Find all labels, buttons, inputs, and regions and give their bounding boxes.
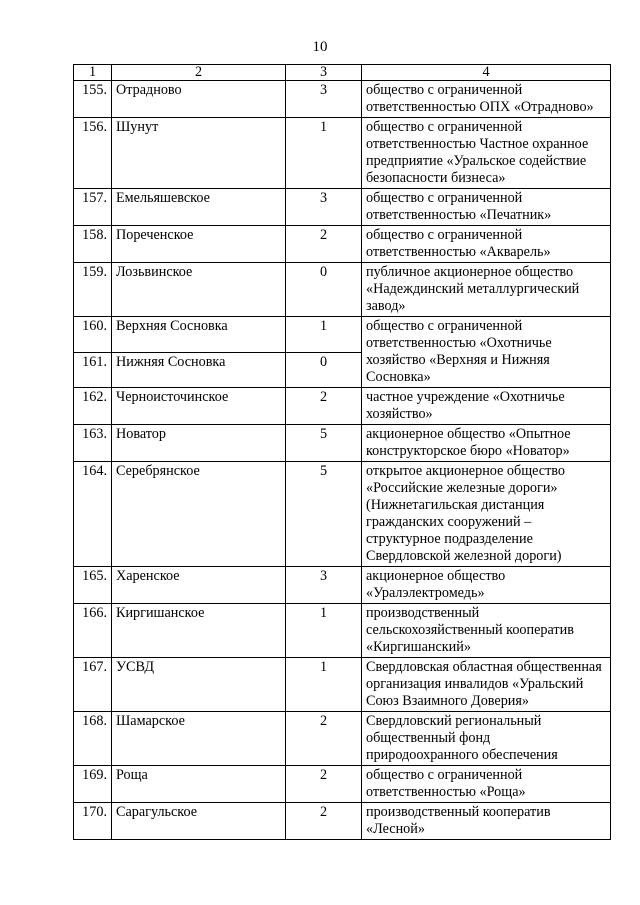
territory-name: Нижняя Сосновка [112,352,286,388]
count-value: 1 [286,604,362,658]
territory-name: Харенское [112,567,286,604]
count-value: 2 [286,766,362,803]
table-row [74,766,611,803]
territory-name: Шунут [112,118,286,189]
count-value: 2 [286,712,362,766]
table-row [74,425,611,462]
table-row [74,81,611,118]
territory-name: Шамарское [112,712,286,766]
table-row [74,118,611,189]
organization-name: акционерное общество «Уралэлектромедь» [362,567,611,604]
row-number: 164. [74,462,112,567]
table-row [74,567,611,604]
column-header: 4 [362,65,611,81]
column-header: 3 [286,65,362,81]
count-value: 1 [286,658,362,712]
territory-name: Серебрянское [112,462,286,567]
table-row [74,658,611,712]
count-value: 2 [286,803,362,840]
territory-name: Сарагульское [112,803,286,840]
organization-name: частное учреждение «Охотничье хозяйство» [362,388,611,425]
territory-name: УСВД [112,658,286,712]
organization-name: общество с ограниченной ответственностью «Охотничье хозяйство «Верхняя и Нижняя Сосновка» [362,317,611,388]
count-value: 2 [286,388,362,425]
table-header-row [74,65,611,81]
row-number: 163. [74,425,112,462]
territory-name: Емельяшевское [112,189,286,226]
row-number: 167. [74,658,112,712]
count-value: 0 [286,352,362,388]
territory-name: Роща [112,766,286,803]
organization-name: акционерное общество «Опытное конструкторское бюро «Новатор» [362,425,611,462]
count-value: 0 [286,263,362,317]
organization-name: публичное акционерное общество «Надеждинский металлургический завод» [362,263,611,317]
row-number: 169. [74,766,112,803]
table-row [74,226,611,263]
row-number: 156. [74,118,112,189]
table-row [74,317,611,353]
count-value: 3 [286,567,362,604]
table-row [74,803,611,840]
table-row [74,263,611,317]
row-number: 155. [74,81,112,118]
territory-name: Лозьвинское [112,263,286,317]
count-value: 3 [286,81,362,118]
row-number: 166. [74,604,112,658]
table-row [74,388,611,425]
count-value: 2 [286,226,362,263]
row-number: 162. [74,388,112,425]
count-value: 5 [286,462,362,567]
territory-name: Верхняя Сосновка [112,317,286,353]
table-row [74,462,611,567]
column-header: 2 [112,65,286,81]
organization-name: общество с ограниченной ответственностью «Акварель» [362,226,611,263]
page-number: 10 [312,39,328,55]
territory-name: Черноисточинское [112,388,286,425]
organization-name: общество с ограниченной ответственностью Частное охранное предприятие «Уральское содействие безопасности бизнеса» [362,118,611,189]
row-number: 160. [74,317,112,353]
organization-name: Свердловская областная общественная организация инвалидов «Уральский Союз Взаимного Доверия» [362,658,611,712]
column-header: 1 [74,65,112,81]
row-number: 161. [74,352,112,388]
territory-name: Киргишанское [112,604,286,658]
row-number: 159. [74,263,112,317]
organization-name: открытое акционерное общество «Российские железные дороги» (Нижнетагильская дистанция гражданских сооружений – структурное подразделение Свердловской железной дороги) [362,462,611,567]
organization-name: Свердловский региональный общественный фонд природоохранного обеспечения [362,712,611,766]
organization-name: общество с ограниченной ответственностью «Роща» [362,766,611,803]
row-number: 165. [74,567,112,604]
row-number: 170. [74,803,112,840]
organization-name: производственный кооператив «Лесной» [362,803,611,840]
territory-name: Новатор [112,425,286,462]
territory-name: Пореченское [112,226,286,263]
organization-name: общество с ограниченной ответственностью ОПХ «Отрадново» [362,81,611,118]
row-number: 157. [74,189,112,226]
count-value: 5 [286,425,362,462]
organization-name: общество с ограниченной ответственностью «Печатник» [362,189,611,226]
territory-name: Отрадново [112,81,286,118]
count-value: 1 [286,118,362,189]
organization-name: производственный сельскохозяйственный кооператив «Киргишанский» [362,604,611,658]
table-row [74,604,611,658]
table-row [74,189,611,226]
hunting-grounds-table [73,64,611,840]
row-number: 168. [74,712,112,766]
row-number: 158. [74,226,112,263]
count-value: 1 [286,317,362,353]
count-value: 3 [286,189,362,226]
table-row [74,712,611,766]
